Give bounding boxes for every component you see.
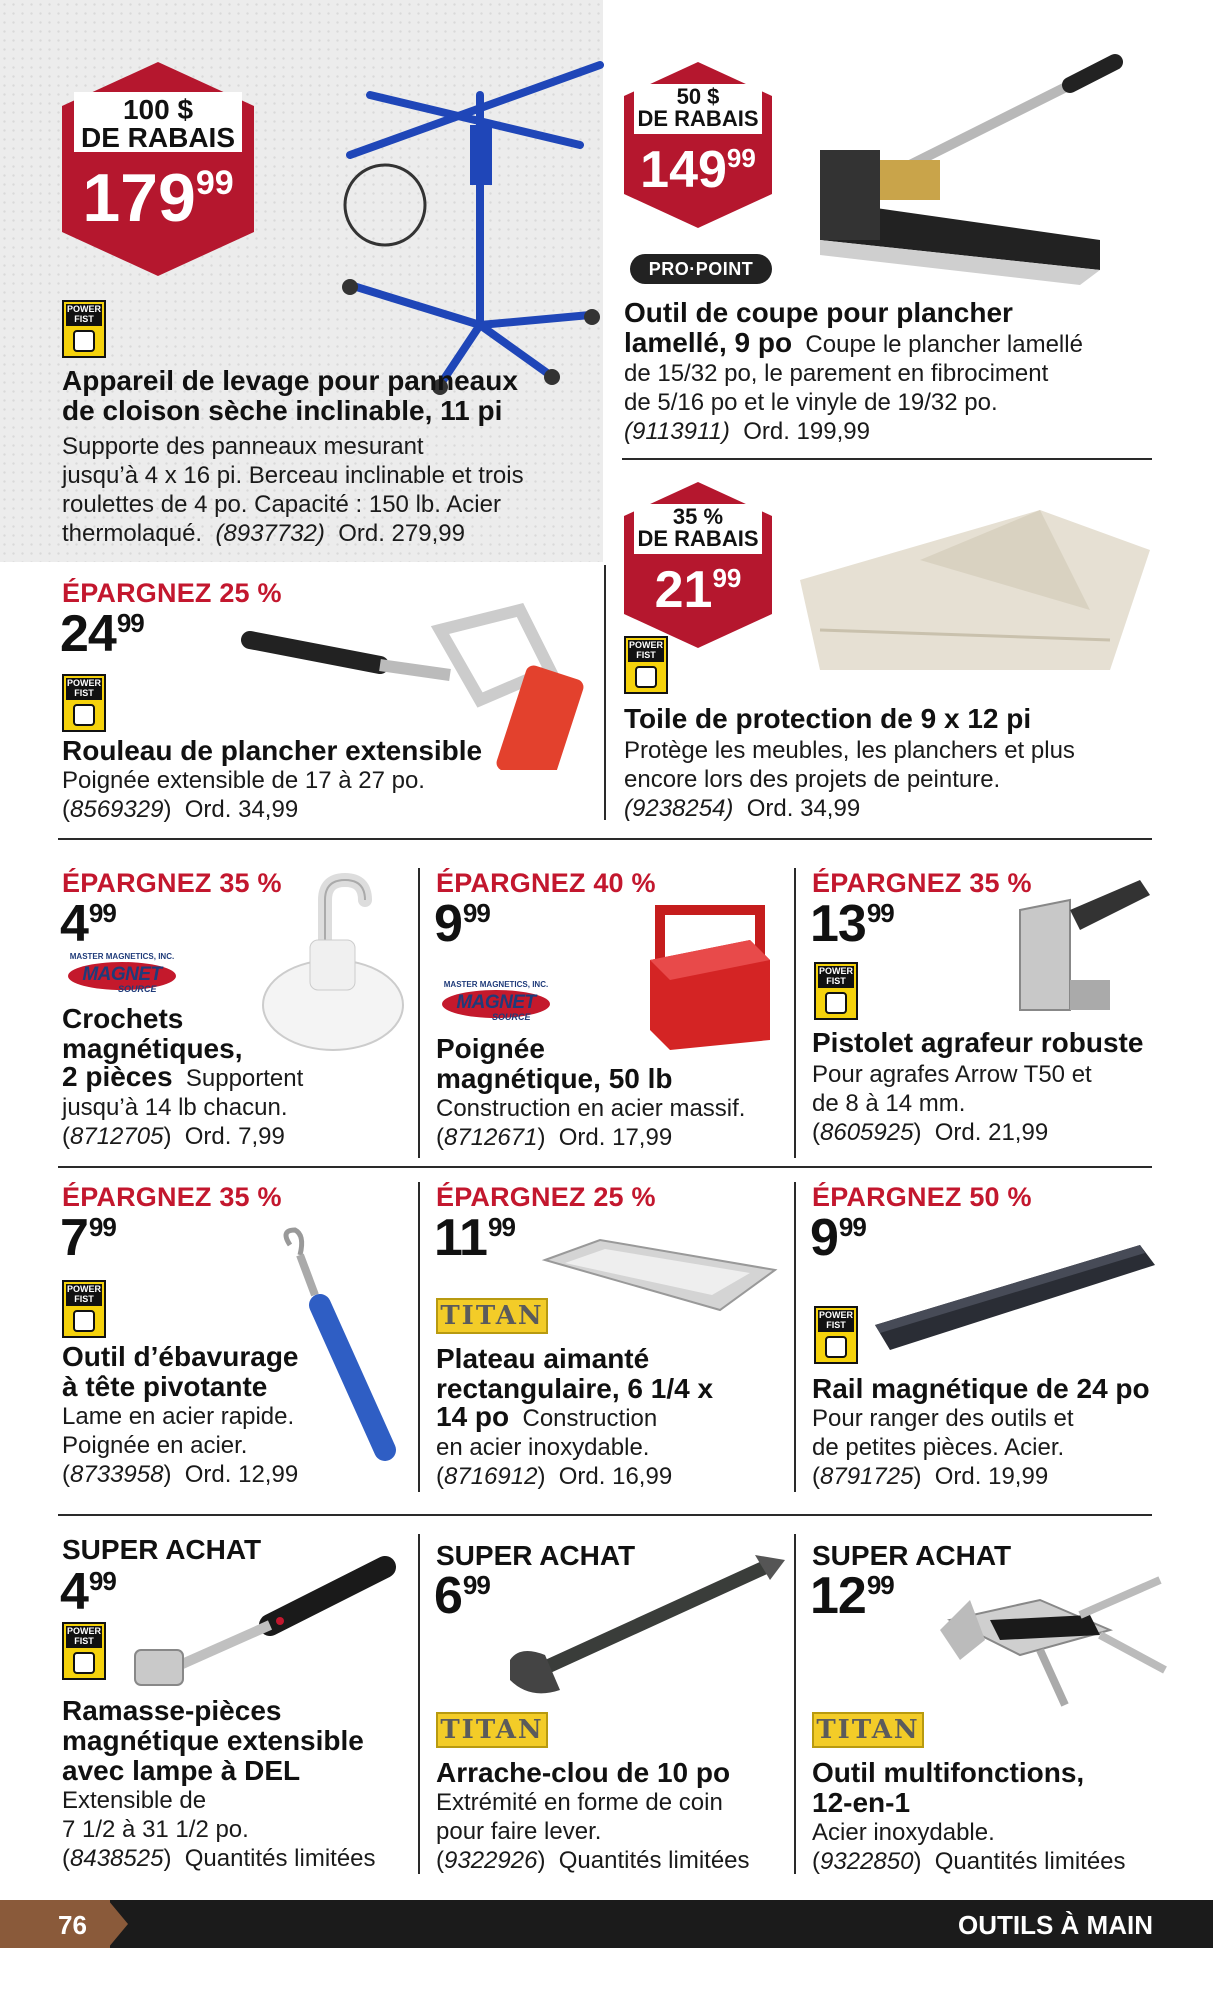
floor-roller-title: Rouleau de plancher extensible	[62, 735, 483, 766]
divider	[604, 565, 606, 820]
divider	[58, 1166, 1152, 1168]
magnetic-tray-image	[540, 1235, 780, 1315]
price-badge-drywall-lift	[60, 60, 256, 278]
price: $11^{99}$	[434, 1209, 515, 1267]
titan-logo: TITAN	[812, 1712, 924, 1748]
magnetic-hooks-title: Crochets magnétiques,	[62, 1003, 243, 1064]
regular-price: Ord. 16,99	[558, 1463, 673, 1490]
regular-price: Ord. 34,99	[184, 796, 299, 823]
badge-label: DE RABAIS	[80, 122, 235, 153]
price-badge-floor-cutter	[622, 60, 774, 230]
price: $9^{99}$	[810, 1209, 866, 1267]
page-tab	[0, 1900, 110, 1948]
badge-amount: 35 %	[672, 504, 724, 529]
drywall-lift-image	[330, 55, 610, 395]
section-title: OUTILS À MAIN	[958, 1910, 1153, 1940]
multitool-image	[930, 1560, 1170, 1710]
regular-price: Ord. 199,99	[743, 418, 870, 445]
divider	[794, 868, 796, 1158]
save-label: ÉPARGNEZ 25 %	[436, 1182, 656, 1212]
power-fist-logo: POWER FIST	[62, 1280, 106, 1338]
page-number: 76	[58, 1910, 87, 1940]
save-label: ÉPARGNEZ 35 %	[62, 1182, 282, 1212]
magnetic-tray-description: 14 po Construction en acier inoxydable. (8716912) Ord. 16,99	[436, 1401, 673, 1490]
price: $9^{99}$	[434, 895, 490, 953]
price: $24^{99}$	[60, 605, 144, 663]
floor-cutter-image	[800, 50, 1130, 290]
drop-cloth-description: Protège les meubles, les planchers et plus encore lors des projets de peinture. (9238254) Ord. 34,99	[624, 737, 1075, 822]
sku: 9322926	[444, 1847, 538, 1874]
price: $4^{99}$	[60, 895, 116, 953]
divider	[58, 1514, 1152, 1516]
multitool-title: Outil multifonctions, 12-en-1	[812, 1757, 1085, 1818]
price: $4^{99}$	[60, 1563, 116, 1621]
price: $12^{99}$	[810, 1567, 894, 1625]
regular-price: Ord. 21,99	[934, 1119, 1049, 1146]
page-footer	[0, 1900, 1213, 1948]
deburring-tool-title: Outil d’ébavurage à tête pivotante	[62, 1341, 299, 1402]
regular-price: Quantités limitées	[934, 1848, 1126, 1875]
nail-puller-image	[500, 1550, 790, 1700]
power-fist-logo: POWER FIST	[624, 636, 668, 694]
magnetic-rail-title: Rail magnétique de 24 po	[812, 1373, 1150, 1404]
save-label: ÉPARGNEZ 25 %	[62, 578, 282, 608]
regular-price: Ord. 19,99	[934, 1463, 1049, 1490]
staple-gun-title: Pistolet agrafeur robuste	[812, 1027, 1144, 1058]
price: $13^{99}$	[810, 895, 894, 953]
divider	[794, 1534, 796, 1874]
sku: (9113911)	[624, 418, 730, 445]
magnetic-rail-description: Pour ranger des outils et de petites pièces. Acier. (8791725) Ord. 19,99	[812, 1405, 1074, 1490]
price: $7^{99}$	[60, 1209, 116, 1267]
floor-roller-description: Poignée extensible de 17 à 27 po. (8569329) Ord. 34,99	[62, 767, 425, 823]
nail-puller-description: Extrémité en forme de coin pour faire lever. (9322926) Quantités limitées	[436, 1789, 750, 1874]
sku: 8569329	[70, 796, 164, 823]
badge-price: $179^{99}$	[82, 160, 234, 236]
divider	[58, 838, 1152, 840]
pickup-tool-title: Ramasse-pièces magnétique extensible avec lampe à DEL	[62, 1695, 364, 1786]
sku: 8605925	[820, 1119, 914, 1146]
power-fist-logo: POWER FIST	[62, 674, 106, 732]
drop-cloth-image	[790, 490, 1160, 690]
badge-amount: 50 $	[676, 84, 720, 109]
regular-price: Ord. 279,99	[338, 520, 465, 547]
power-fist-logo: POWER FIST	[814, 1306, 858, 1364]
regular-price: Ord. 12,99	[184, 1461, 299, 1488]
chevron-right-icon	[108, 1900, 130, 1948]
power-fist-logo: POWER FIST	[62, 1622, 106, 1680]
titan-logo: TITAN	[436, 1298, 548, 1334]
sku: 8791725	[820, 1463, 914, 1490]
sku: 9322850	[820, 1848, 914, 1875]
regular-price: Quantités limitées	[558, 1847, 750, 1874]
magnetic-hooks-description: 2 pièces Supportent jusqu’à 14 lb chacun. (8712705) Ord. 7,99	[62, 1061, 304, 1150]
badge-amount: 100 $	[122, 94, 194, 125]
super-achat-label: SUPER ACHAT	[62, 1534, 262, 1565]
pro-point-logo: PRO·POINT	[630, 254, 772, 284]
multitool-description: Acier inoxydable. (9322850) Quantités limitées	[812, 1819, 1126, 1875]
save-label: ÉPARGNEZ 40 %	[436, 868, 656, 898]
sku: 8712671	[444, 1124, 538, 1151]
save-label: ÉPARGNEZ 50 %	[812, 1182, 1032, 1212]
deburring-tool-description: Lame en acier rapide. Poignée en acier. (8733958) Ord. 12,99	[62, 1403, 299, 1488]
divider	[418, 868, 420, 1158]
drywall-lift-title: Appareil de levage pour panneaux de cloison sèche inclinable, 11 pi	[62, 365, 518, 426]
sku: (8937732)	[215, 520, 325, 547]
drywall-lift-description: Supporte des panneaux mesurant jusqu’à 4 x 16 pi. Berceau inclinable et trois roulettes de 4 po. Capacité : 150 lb. Acier thermolaqué. (8937732) Ord. 279,99	[62, 433, 524, 547]
regular-price: Ord. 17,99	[558, 1124, 673, 1151]
magnetic-handle-description: Construction en acier massif. (8712671) Ord. 17,99	[436, 1095, 746, 1151]
pickup-tool-image	[130, 1555, 400, 1695]
power-fist-logo: POWER FIST	[62, 300, 106, 358]
price: $6^{99}$	[434, 1567, 490, 1625]
staple-gun-image	[1010, 870, 1160, 1020]
save-label: ÉPARGNEZ 35 %	[812, 868, 1032, 898]
magnet-source-logo: MASTER MAGNETICS, INC. MAGNET SOURCE	[69, 952, 175, 994]
divider	[794, 1182, 796, 1492]
badge-label: DE RABAIS	[637, 106, 759, 131]
badge-price: $21^{99}$	[654, 561, 742, 619]
drop-cloth-title: Toile de protection de 9 x 12 pi	[624, 703, 1032, 734]
sku: (9238254)	[624, 795, 734, 822]
magnetic-handle-title: Poignée magnétique, 50 lb	[436, 1033, 673, 1094]
magnetic-rail-image	[870, 1235, 1160, 1365]
magnet-source-logo: MASTER MAGNETICS, INC. MAGNET SOURCE	[443, 980, 549, 1022]
save-label: ÉPARGNEZ 35 %	[62, 868, 282, 898]
pickup-tool-description: Extensible de 7 1/2 à 31 1/2 po. (8438525) Quantités limitées	[62, 1787, 376, 1872]
magnetic-handle-image	[640, 900, 780, 1050]
super-achat-label: SUPER ACHAT	[436, 1540, 636, 1571]
regular-price: Ord. 34,99	[746, 795, 861, 822]
badge-price: $149^{99}$	[640, 141, 756, 199]
regular-price: Ord. 7,99	[184, 1123, 285, 1150]
divider	[418, 1182, 420, 1492]
titan-logo: TITAN	[436, 1712, 548, 1748]
regular-price: Quantités limitées	[184, 1845, 376, 1872]
sku: 8733958	[70, 1461, 164, 1488]
floor-cutter-description: lamellé, 9 po Coupe le plancher lamellé de 15/32 po, le parement en fibrociment de 5/16 po et le vinyle de 19/32 po. (9113911) Ord. 199,99	[624, 327, 1083, 445]
super-achat-label: SUPER ACHAT	[812, 1540, 1012, 1571]
nail-puller-title: Arrache-clou de 10 po	[436, 1757, 731, 1788]
power-fist-logo: POWER FIST	[814, 962, 858, 1020]
floor-cutter-title: Outil de coupe pour plancher	[624, 297, 1013, 328]
price-badge-drop-cloth	[622, 480, 774, 650]
sku: 8438525	[70, 1845, 164, 1872]
staple-gun-description: Pour agrafes Arrow T50 et de 8 à 14 mm. (8605925) Ord. 21,99	[812, 1061, 1092, 1146]
badge-label: DE RABAIS	[637, 526, 759, 551]
sku: 8716912	[444, 1463, 538, 1490]
magnetic-tray-title: Plateau aimanté rectangulaire, 6 1/4 x	[436, 1343, 714, 1404]
divider	[622, 458, 1152, 460]
sku: 8712705	[70, 1123, 164, 1150]
